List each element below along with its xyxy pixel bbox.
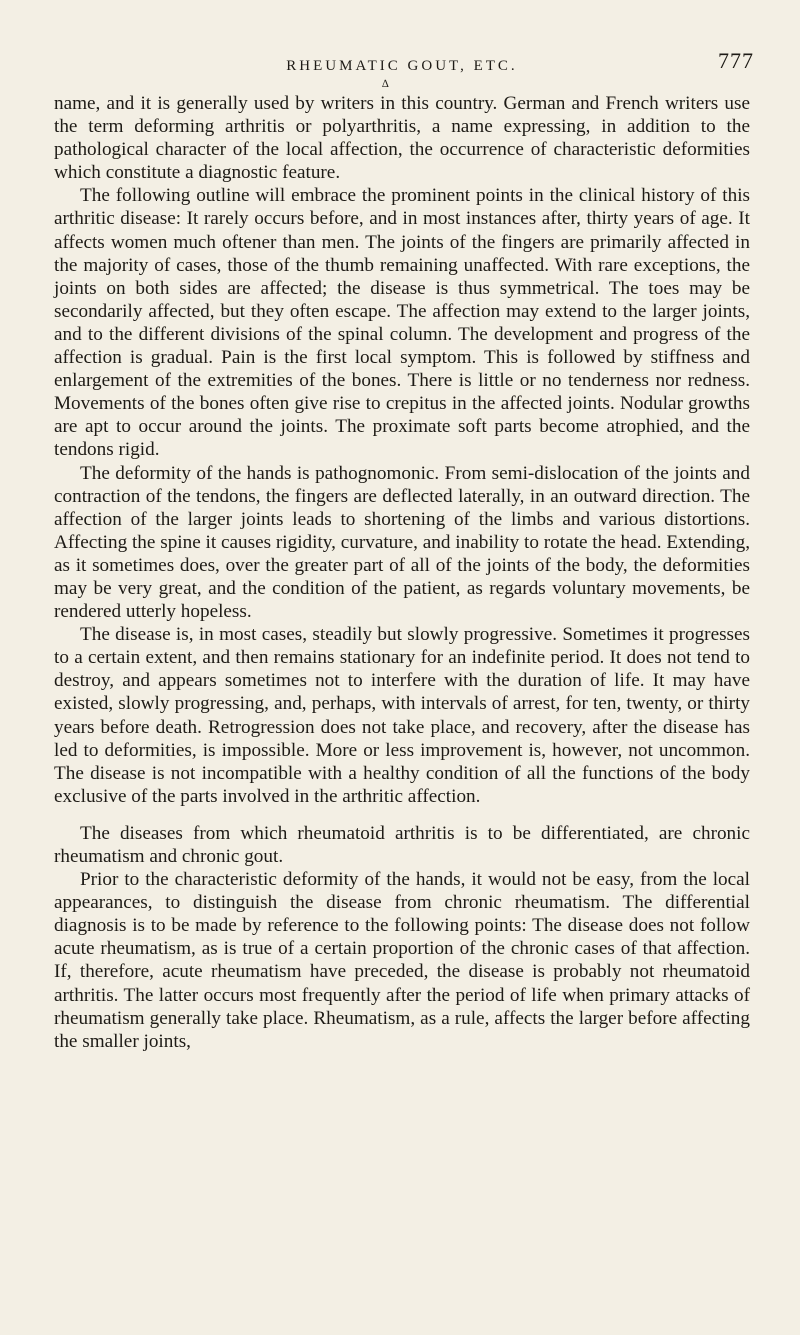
running-head: RHEUMATIC GOUT, ETC. [286, 58, 518, 74]
paragraph-clinical-history: The following outline will embrace the prominent points in the clinical history of this arthritic disease: It rarely occurs before, and in most instances after, thirty years of age. It affects women much oftener than men. The joints of the fingers are primarily affected in the majority of cases, those of the thumb remaining unaffected. With rare exceptions, the joints on both sides are affected; the disease is thus symmetrical. The toes may be secondarily affected, but they often escape. The affection may extend to the larger joints, and to the different divisions of the spinal column. The development and progress of the affection is gradual. Pain is the first local symptom. This is followed by stiffness and enlargement of the extremities of the bones. There is little or no tenderness nor redness. Movements of the bones often give rise to crepitus in the affected joints. Nodular growths are apt to occur around the joints. The proximate soft parts become atrophied, and the tendons rigid. [54, 185, 750, 461]
paragraph-progression: The disease is, in most cases, steadily but slowly progressive. Sometimes it progresses to a certain extent, and then remains stationary for an indefinite period. It does not tend to destroy, and appears sometimes not to interfere with the duration of life. It may have existed, slowly progressing, and, perhaps, with intervals of arrest, for ten, twenty, or thirty years before death. Retrogression does not take place, and recovery, after the disease has led to deformities, is impossible. More or less improvement is, however, not uncommon. The disease is not incompatible with a healthy condition of all the functions of the body exclusive of the parts involved in the arthritic affection. [54, 624, 750, 807]
printer-mark: ∆ [382, 78, 389, 90]
page-number: 777 [718, 48, 754, 73]
paragraph-diagnosis: Prior to the characteristic deformity of the hands, it would not be easy, from the local appearances, to distinguish the disease from chronic rheumatism. The differential diagnosis is to be made by reference to the following points: The disease does not follow acute rheumatism, as is true of a certain proportion of the chronic cases of that affection. If, therefore, acute rheumatism have preceded, the disease is probably not rheumatoid arthritis. The latter occurs most frequently after the period of life when primary attacks of rheumatism generally take place. Rheumatism, as a rule, affects the larger before affecting the smaller joints, [54, 869, 750, 1052]
paragraph-differentiation: The diseases from which rheumatoid arthritis is to be differentiated, are chronic rheumatism and chronic gout. [54, 822, 750, 867]
body-text [54, 92, 750, 1053]
paragraph-deformity: The deformity of the hands is pathognomonic. From semi-dislocation of the joints and contraction of the tendons, the fingers are deflected laterally, in an outward direction. The affection of the larger joints leads to shortening of the limbs and various distortions. Affecting the spine it causes rigidity, curvature, and inability to rotate the head. Extending, as it sometimes does, over the greater part of all of the joints of the body, the deformities may be very great, and the condition of the patient, as regards voluntary movements, be rendered utterly hopeless. [54, 462, 750, 623]
paragraph-continuation: name, and it is generally used by writers in this country. German and French writers use the term deforming arthritis or polyarthritis, a name expressing, in addition to the pathological character of the local affection, the occurrence of characteristic deformities which constitute a diagnostic feature. [54, 93, 750, 184]
page-header [54, 0, 754, 92]
